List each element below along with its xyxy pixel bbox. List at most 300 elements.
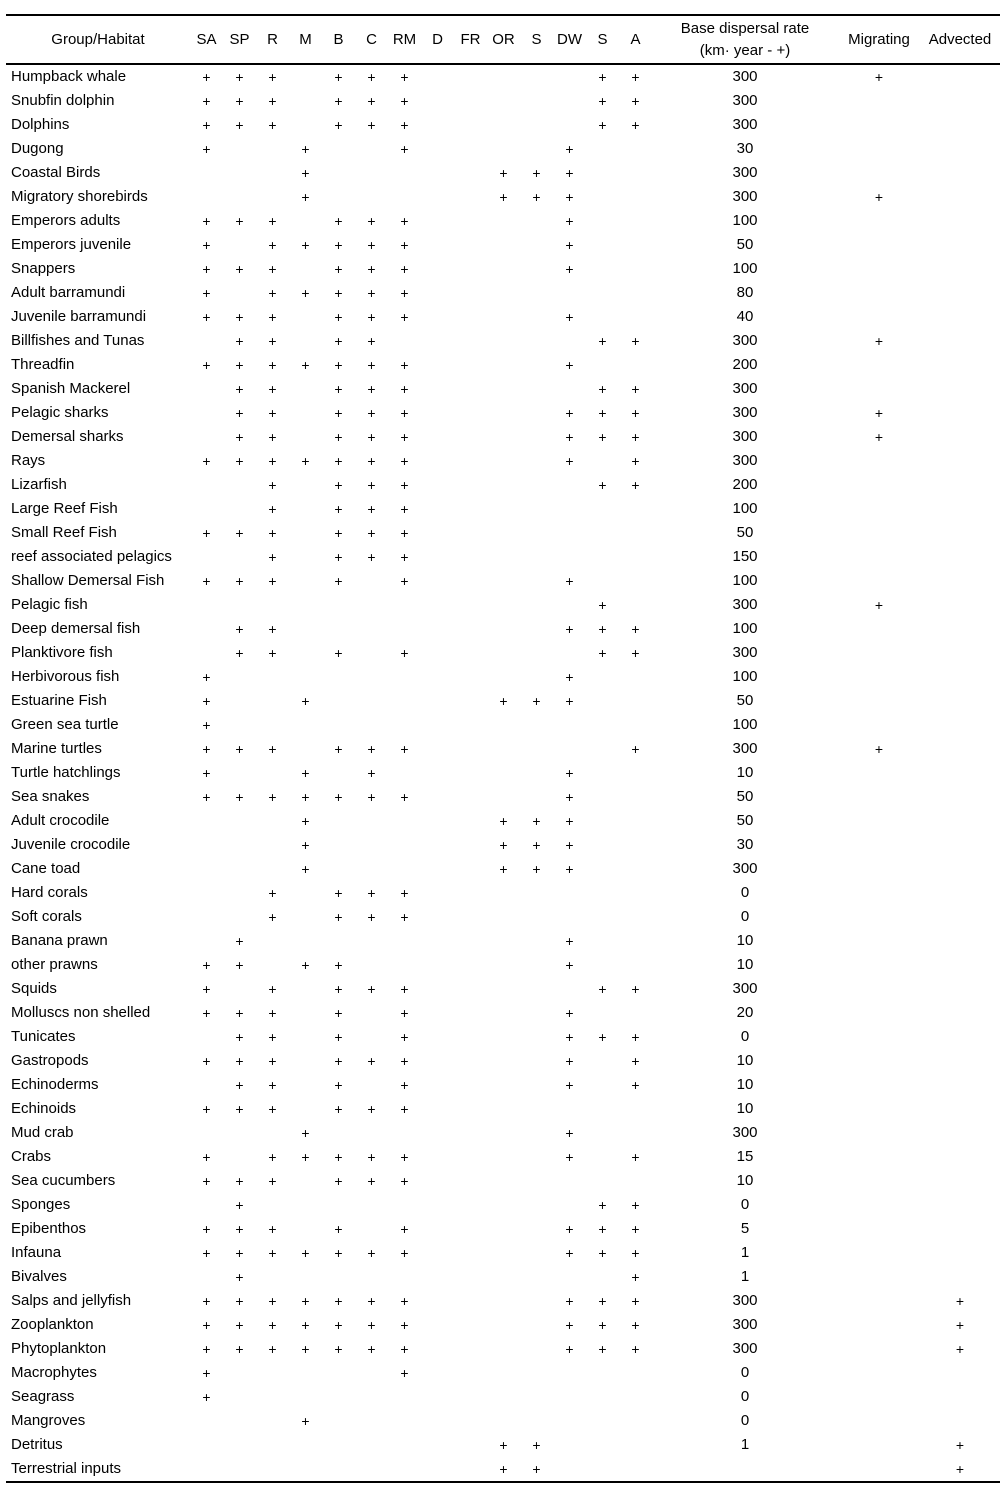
habitat-cell: + — [400, 357, 409, 373]
habitat-cell: + — [334, 1173, 343, 1189]
dispersal-rate-cell: 0 — [740, 908, 750, 925]
habitat-cell — [520, 1025, 553, 1049]
dispersal-rate-cell: 15 — [736, 1148, 754, 1165]
habitat-cell: + — [202, 957, 211, 973]
habitat-cell — [388, 1193, 421, 1217]
habitat-cell: + — [334, 1317, 343, 1333]
dispersal-rate-cell: 50 — [736, 788, 754, 805]
habitat-cell — [289, 1193, 322, 1217]
migrating-cell — [838, 689, 920, 713]
table-row — [6, 785, 1000, 809]
migrating-cell — [838, 137, 920, 161]
habitat-cell — [619, 1361, 652, 1385]
habitat-cell — [322, 1193, 355, 1217]
table-row — [6, 617, 1000, 641]
habitat-cell — [421, 449, 454, 473]
habitat-cell — [223, 497, 256, 521]
migrating-cell — [838, 89, 920, 113]
row-group-name: Green sea turtle — [11, 716, 119, 733]
habitat-cell — [289, 569, 322, 593]
habitat-cell: + — [400, 1077, 409, 1093]
habitat-cell — [619, 833, 652, 857]
dispersal-rate-cell: 300 — [732, 92, 758, 109]
habitat-cell — [520, 1265, 553, 1289]
table-row — [6, 1169, 1000, 1193]
habitat-cell: + — [301, 957, 310, 973]
habitat-cell: + — [334, 1293, 343, 1309]
table-row — [6, 113, 1000, 137]
habitat-cell: + — [367, 525, 376, 541]
advected-cell — [920, 977, 1000, 1001]
habitat-cell — [421, 545, 454, 569]
advected-cell — [920, 257, 1000, 281]
migrating-cell: + — [874, 69, 884, 85]
habitat-cell — [421, 401, 454, 425]
habitat-cell: + — [367, 1173, 376, 1189]
row-group-name: reef associated pelagics — [11, 548, 172, 565]
advected-cell — [920, 1193, 1000, 1217]
habitat-cell: + — [334, 1341, 343, 1357]
habitat-cell — [619, 305, 652, 329]
habitat-cell — [289, 1433, 322, 1457]
habitat-cell — [421, 761, 454, 785]
habitat-cell: + — [268, 69, 277, 85]
habitat-cell: + — [532, 1461, 541, 1477]
habitat-cell — [190, 1193, 223, 1217]
habitat-cell: + — [631, 1149, 640, 1165]
dispersal-rate-cell: 300 — [732, 380, 758, 397]
table-row — [6, 569, 1000, 593]
table-row — [6, 305, 1000, 329]
habitat-cell — [190, 881, 223, 905]
habitat-cell — [256, 1409, 289, 1433]
habitat-cell — [289, 89, 322, 113]
habitat-cell: + — [235, 1173, 244, 1189]
habitat-cell — [421, 1001, 454, 1025]
advected-cell — [920, 833, 1000, 857]
habitat-cell — [520, 233, 553, 257]
habitat-cell: + — [631, 117, 640, 133]
advected-cell — [920, 329, 1000, 353]
row-group-name: Infauna — [11, 1244, 62, 1261]
habitat-cell: + — [631, 333, 640, 349]
habitat-cell: + — [565, 429, 574, 445]
habitat-cell — [619, 1001, 652, 1025]
advected-cell — [920, 185, 1000, 209]
habitat-cell: + — [631, 381, 640, 397]
habitat-cell — [223, 137, 256, 161]
table-row — [6, 1361, 1000, 1385]
habitat-cell — [619, 233, 652, 257]
habitat-cell — [355, 833, 388, 857]
migrating-cell — [838, 1025, 920, 1049]
habitat-cell — [256, 809, 289, 833]
habitat-cell — [421, 641, 454, 665]
table-row — [6, 329, 1000, 353]
habitat-cell — [520, 761, 553, 785]
habitat-cell — [487, 1265, 520, 1289]
habitat-cell: + — [235, 1317, 244, 1333]
habitat-cell: + — [631, 93, 640, 109]
migrating-cell — [838, 881, 920, 905]
dispersal-rate-cell: 0 — [740, 1388, 750, 1405]
habitat-cell — [256, 689, 289, 713]
habitat-cell — [553, 1409, 586, 1433]
habitat-cell: + — [202, 1053, 211, 1069]
habitat-cell — [388, 161, 421, 185]
habitat-cell: + — [202, 1173, 211, 1189]
dispersal-rate-cell: 40 — [736, 308, 754, 325]
habitat-cell: + — [499, 813, 508, 829]
habitat-cell: + — [565, 789, 574, 805]
habitat-cell — [223, 761, 256, 785]
habitat-cell — [355, 569, 388, 593]
habitat-cell: + — [334, 117, 343, 133]
habitat-cell — [421, 473, 454, 497]
habitat-cell: + — [565, 765, 574, 781]
advected-cell — [920, 401, 1000, 425]
habitat-cell — [553, 977, 586, 1001]
habitat-cell — [223, 689, 256, 713]
advected-cell — [920, 737, 1000, 761]
migrating-cell — [838, 1193, 920, 1217]
habitat-cell: + — [301, 1245, 310, 1261]
habitat-cell — [289, 209, 322, 233]
migrating-cell — [838, 785, 920, 809]
habitat-cell — [454, 161, 487, 185]
habitat-cell — [487, 449, 520, 473]
habitat-cell — [190, 161, 223, 185]
dispersal-rate-cell: 10 — [736, 932, 754, 949]
habitat-cell: + — [235, 405, 244, 421]
habitat-cell — [289, 425, 322, 449]
advected-cell — [920, 689, 1000, 713]
table-row — [6, 137, 1000, 161]
habitat-cell: + — [301, 237, 310, 253]
table-row — [6, 401, 1000, 425]
habitat-cell — [454, 113, 487, 137]
habitat-cell — [223, 1457, 256, 1482]
habitat-cell — [619, 1121, 652, 1145]
habitat-cell — [487, 1361, 520, 1385]
habitat-cell: + — [598, 477, 607, 493]
habitat-cell: + — [202, 141, 211, 157]
dispersal-rate-cell: 0 — [740, 1364, 750, 1381]
habitat-cell — [355, 809, 388, 833]
habitat-cell: + — [301, 453, 310, 469]
habitat-cell — [289, 329, 322, 353]
habitat-cell — [223, 545, 256, 569]
row-group-name: Gastropods — [11, 1052, 89, 1069]
habitat-cell: + — [631, 1053, 640, 1069]
habitat-cell — [454, 1313, 487, 1337]
habitat-cell — [322, 161, 355, 185]
dispersal-rate-cell: 100 — [732, 260, 758, 277]
habitat-cell — [322, 1265, 355, 1289]
migrating-cell — [838, 233, 920, 257]
habitat-cell — [553, 1265, 586, 1289]
habitat-cell — [256, 761, 289, 785]
habitat-cell: + — [334, 741, 343, 757]
habitat-cell — [421, 521, 454, 545]
header-habitat-d: D — [432, 30, 443, 48]
habitat-cell: + — [334, 405, 343, 421]
habitat-cell — [190, 401, 223, 425]
migrating-cell — [838, 449, 920, 473]
habitat-cell: + — [268, 1029, 277, 1045]
habitat-cell — [619, 905, 652, 929]
habitat-cell — [454, 857, 487, 881]
habitat-cell: + — [400, 789, 409, 805]
habitat-cell — [289, 64, 322, 89]
habitat-cell — [619, 353, 652, 377]
row-group-name: Cane toad — [11, 860, 81, 877]
habitat-cell: + — [565, 1077, 574, 1093]
habitat-cell: + — [202, 1389, 211, 1405]
habitat-cell — [190, 473, 223, 497]
table-row — [6, 473, 1000, 497]
habitat-cell — [388, 329, 421, 353]
habitat-cell — [421, 953, 454, 977]
header-row — [6, 15, 1000, 64]
habitat-cell — [421, 833, 454, 857]
header-habitat-a: A — [630, 30, 641, 48]
habitat-cell: + — [631, 1317, 640, 1333]
habitat-cell: + — [400, 309, 409, 325]
dispersal-rate-cell: 100 — [732, 668, 758, 685]
dispersal-rate-cell: 300 — [732, 980, 758, 997]
habitat-cell: + — [598, 1221, 607, 1237]
habitat-cell: + — [499, 693, 508, 709]
habitat-cell — [223, 185, 256, 209]
advected-cell — [920, 473, 1000, 497]
habitat-cell: + — [598, 597, 607, 613]
habitat-cell: + — [367, 213, 376, 229]
habitat-cell: + — [598, 405, 607, 421]
habitat-cell — [355, 641, 388, 665]
habitat-cell — [289, 473, 322, 497]
habitat-cell: + — [565, 237, 574, 253]
habitat-cell — [223, 281, 256, 305]
habitat-cell: + — [268, 477, 277, 493]
migrating-cell — [838, 1169, 920, 1193]
row-group-name: Dolphins — [11, 116, 70, 133]
habitat-cell — [421, 1385, 454, 1409]
row-group-name: Adult crocodile — [11, 812, 110, 829]
dispersal-rate-cell: 300 — [732, 1316, 758, 1333]
habitat-cell: + — [598, 981, 607, 997]
dispersal-rate-cell: 30 — [736, 836, 754, 853]
habitat-cell — [421, 329, 454, 353]
habitat-cell: + — [565, 1245, 574, 1261]
habitat-cell — [190, 1433, 223, 1457]
dispersal-rate-cell: 300 — [732, 68, 758, 85]
habitat-cell: + — [202, 789, 211, 805]
habitat-cell — [619, 521, 652, 545]
row-group-name: Herbivorous fish — [11, 668, 120, 685]
habitat-cell — [421, 1217, 454, 1241]
habitat-cell — [322, 665, 355, 689]
habitat-cell — [421, 881, 454, 905]
row-group-name: Deep demersal fish — [11, 620, 141, 637]
habitat-cell — [454, 185, 487, 209]
habitat-cell: + — [334, 1245, 343, 1261]
table-row — [6, 881, 1000, 905]
advected-cell — [920, 1145, 1000, 1169]
migrating-cell — [838, 929, 920, 953]
habitat-cell — [586, 281, 619, 305]
habitat-cell: + — [268, 645, 277, 661]
habitat-cell — [619, 137, 652, 161]
dispersal-rate-cell: 30 — [736, 140, 754, 157]
table-row — [6, 1025, 1000, 1049]
habitat-cell: + — [400, 1149, 409, 1165]
advected-cell — [920, 1025, 1000, 1049]
table-body — [6, 64, 1000, 1482]
habitat-cell — [487, 137, 520, 161]
habitat-cell — [454, 665, 487, 689]
habitat-cell: + — [400, 1365, 409, 1381]
advected-cell — [920, 857, 1000, 881]
habitat-cell — [586, 545, 619, 569]
table-row — [6, 1049, 1000, 1073]
row-group-name: Squids — [11, 980, 57, 997]
habitat-cell: + — [268, 117, 277, 133]
migrating-cell — [838, 833, 920, 857]
habitat-cell: + — [235, 573, 244, 589]
dispersal-rate-cell: 1 — [740, 1436, 750, 1453]
dispersal-rate-cell: 150 — [732, 548, 758, 565]
habitat-cell: + — [565, 1053, 574, 1069]
habitat-cell — [355, 185, 388, 209]
habitat-cell — [520, 305, 553, 329]
habitat-cell — [487, 761, 520, 785]
habitat-cell — [487, 1385, 520, 1409]
habitat-cell — [454, 1289, 487, 1313]
habitat-cell: + — [202, 717, 211, 733]
row-group-name: Sea snakes — [11, 788, 90, 805]
habitat-cell: + — [367, 1101, 376, 1117]
habitat-cell — [487, 1001, 520, 1025]
habitat-cell — [454, 1433, 487, 1457]
habitat-cell: + — [301, 765, 310, 781]
habitat-cell — [553, 1361, 586, 1385]
habitat-cell — [256, 161, 289, 185]
row-group-name: Pelagic sharks — [11, 404, 109, 421]
habitat-cell — [256, 1433, 289, 1457]
habitat-cell — [421, 857, 454, 881]
row-group-name: Turtle hatchlings — [11, 764, 121, 781]
habitat-cell: + — [400, 741, 409, 757]
migrating-cell — [838, 905, 920, 929]
habitat-cell: + — [268, 237, 277, 253]
table-row — [6, 185, 1000, 209]
habitat-cell: + — [268, 741, 277, 757]
habitat-cell — [454, 1361, 487, 1385]
habitat-cell: + — [235, 213, 244, 229]
habitat-cell: + — [334, 309, 343, 325]
habitat-cell — [289, 593, 322, 617]
advected-cell — [920, 929, 1000, 953]
habitat-cell — [454, 425, 487, 449]
advected-cell — [920, 1001, 1000, 1025]
habitat-cell — [520, 641, 553, 665]
dispersal-rate-cell: 10 — [736, 1172, 754, 1189]
habitat-cell: + — [268, 1077, 277, 1093]
habitat-cell: + — [367, 333, 376, 349]
habitat-cell: + — [235, 1197, 244, 1213]
habitat-cell — [355, 1193, 388, 1217]
habitat-cell — [388, 689, 421, 713]
habitat-cell: + — [532, 189, 541, 205]
habitat-cell — [586, 353, 619, 377]
habitat-cell: + — [400, 1029, 409, 1045]
habitat-cell — [487, 257, 520, 281]
habitat-cell: + — [202, 453, 211, 469]
habitat-cell: + — [334, 549, 343, 565]
habitat-cell — [487, 665, 520, 689]
habitat-cell — [190, 809, 223, 833]
habitat-cell: + — [334, 357, 343, 373]
habitat-cell — [553, 89, 586, 113]
habitat-cell — [289, 929, 322, 953]
advected-cell — [920, 641, 1000, 665]
habitat-cell — [454, 593, 487, 617]
habitat-cell: + — [202, 1317, 211, 1333]
habitat-cell — [421, 497, 454, 521]
habitat-cell — [223, 905, 256, 929]
habitat-cell: + — [631, 1221, 640, 1237]
habitat-cell — [190, 1409, 223, 1433]
advected-cell — [920, 761, 1000, 785]
row-group-name: Migratory shorebirds — [11, 188, 148, 205]
habitat-cell — [454, 377, 487, 401]
row-group-name: Salps and jellyfish — [11, 1292, 132, 1309]
habitat-cell — [553, 1169, 586, 1193]
habitat-cell: + — [235, 117, 244, 133]
habitat-cell: + — [400, 453, 409, 469]
habitat-cell: + — [565, 1293, 574, 1309]
habitat-cell: + — [235, 789, 244, 805]
habitat-cell: + — [268, 789, 277, 805]
habitat-cell: + — [334, 453, 343, 469]
habitat-cell: + — [565, 837, 574, 853]
migrating-cell: + — [874, 741, 884, 757]
migrating-cell — [838, 1385, 920, 1409]
habitat-cell: + — [565, 693, 574, 709]
advected-cell — [920, 1049, 1000, 1073]
habitat-cell: + — [565, 213, 574, 229]
habitat-cell — [553, 113, 586, 137]
habitat-cell — [553, 1193, 586, 1217]
habitat-cell: + — [565, 1029, 574, 1045]
dispersal-rate-cell: 100 — [732, 716, 758, 733]
habitat-cell: + — [367, 1341, 376, 1357]
advected-cell: + — [955, 1461, 965, 1477]
habitat-cell — [586, 1049, 619, 1073]
habitat-cell — [388, 1385, 421, 1409]
habitat-cell — [421, 185, 454, 209]
row-group-name: Banana prawn — [11, 932, 108, 949]
habitat-cell — [520, 377, 553, 401]
habitat-cell: + — [334, 789, 343, 805]
advected-cell: + — [955, 1293, 965, 1309]
habitat-cell — [454, 329, 487, 353]
habitat-cell: + — [301, 837, 310, 853]
habitat-cell: + — [235, 1053, 244, 1069]
habitat-cell — [454, 1049, 487, 1073]
habitat-cell: + — [301, 789, 310, 805]
